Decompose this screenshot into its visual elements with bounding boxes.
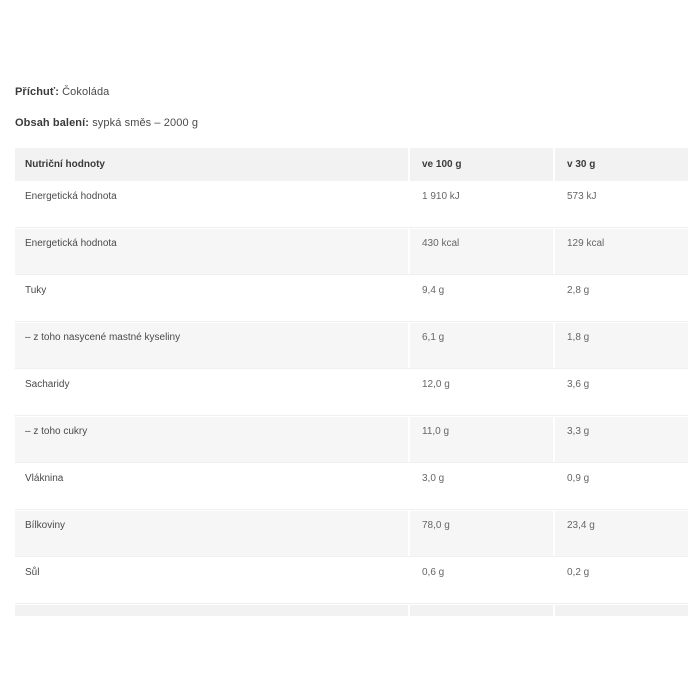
nutrition-section (15, 86, 688, 616)
row-label: Energetická hodnota (15, 182, 408, 227)
value-per30g: 23,4 g (555, 511, 688, 556)
value-per100g: 0,6 g (410, 558, 553, 603)
table-row (15, 323, 688, 369)
header-cell-per30g: v 30 g (555, 148, 688, 181)
table-row (15, 276, 688, 322)
row-label: Sůl (15, 558, 408, 603)
value-per100g: 430 kcal (410, 229, 553, 274)
row-label: – z toho nasycené mastné kyseliny (15, 323, 408, 368)
value-per30g: 3,3 g (555, 417, 688, 462)
row-label: Bílkoviny (15, 511, 408, 556)
header-cell-name: Nutriční hodnoty (15, 148, 408, 181)
value-per30g: 3,6 g (555, 370, 688, 415)
table-row (15, 182, 688, 228)
package-value: sypká směs – 2000 g (92, 117, 199, 129)
table-header-row (15, 148, 688, 181)
table-row (15, 417, 688, 463)
value-per100g: 12,0 g (410, 370, 553, 415)
value-per30g: 0,2 g (555, 558, 688, 603)
row-label: Vláknina (15, 464, 408, 509)
package-line (15, 117, 688, 129)
table-row-partial (15, 605, 688, 616)
nutrition-table (15, 148, 688, 616)
package-label: Obsah balení: (15, 117, 90, 129)
table-row (15, 370, 688, 416)
flavor-line (15, 86, 688, 98)
table-row (15, 229, 688, 275)
value-per30g: 1,8 g (555, 323, 688, 368)
header-cell-per100g: ve 100 g (410, 148, 553, 181)
value-per30g: 573 kJ (555, 182, 688, 227)
value-per100g: 6,1 g (410, 323, 553, 368)
value-per30g: 2,8 g (555, 276, 688, 321)
value-per100g: 78,0 g (410, 511, 553, 556)
row-label: Sacharidy (15, 370, 408, 415)
row-label: Tuky (15, 276, 408, 321)
table-row (15, 464, 688, 510)
value-per30g: 0,9 g (555, 464, 688, 509)
row-label: Energetická hodnota (15, 229, 408, 274)
value-per100g: 9,4 g (410, 276, 553, 321)
flavor-value: Čokoláda (62, 86, 110, 98)
table-row (15, 558, 688, 604)
row-label: – z toho cukry (15, 417, 408, 462)
value-per100g: 1 910 kJ (410, 182, 553, 227)
value-per100g: 3,0 g (410, 464, 553, 509)
value-per30g: 129 kcal (555, 229, 688, 274)
flavor-label: Příchuť: (15, 86, 59, 98)
value-per100g: 11,0 g (410, 417, 553, 462)
table-row (15, 511, 688, 557)
